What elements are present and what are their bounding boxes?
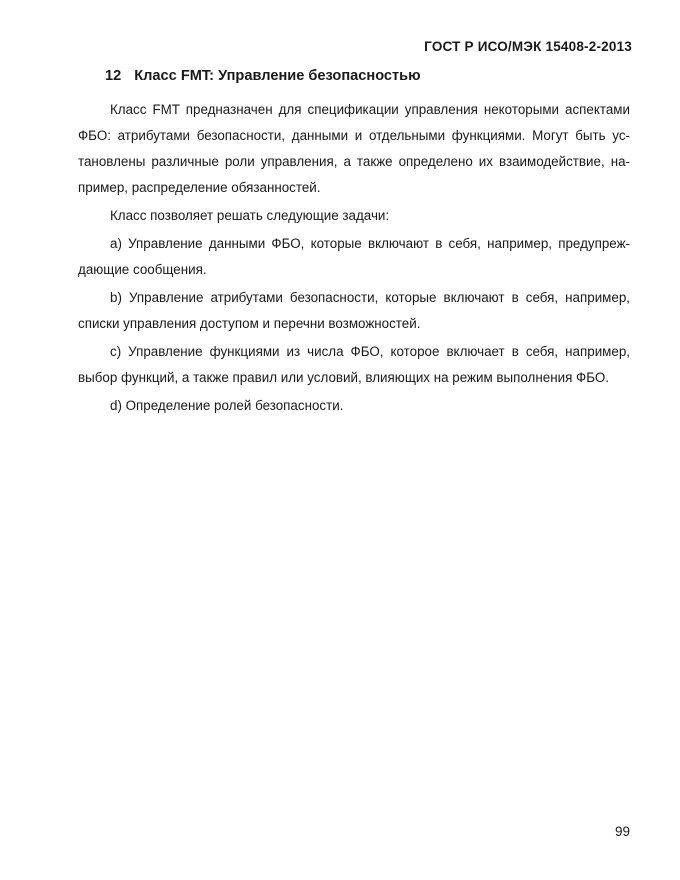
- text-line: списки управления доступом и перечни возможностей.: [78, 316, 421, 331]
- text-line: Класс позволяет решать следующие задачи:: [110, 208, 390, 223]
- paragraph: [78, 97, 630, 201]
- text-line: d) Определение ролей безопасности.: [110, 398, 344, 413]
- section-number: 12: [105, 68, 122, 84]
- text-line: тановлены различные роли управления, а также определено их взаимодействие, на-: [78, 154, 630, 169]
- document-body: [78, 97, 630, 419]
- page-number: 99: [614, 824, 630, 839]
- paragraph: [78, 393, 630, 419]
- paragraph: [78, 339, 630, 391]
- text-line: выбор функций, а также правил или условий, влияющих на режим выполнения ФБО.: [78, 370, 609, 385]
- text-line: a) Управление данными ФБО, которые включают в себя, например, предупреж-: [110, 236, 630, 251]
- text-line: ФБО: атрибутами безопасности, данными и отдельными функциями. Могут быть ус-: [78, 128, 630, 143]
- text-line: Класс FMT предназначен для спецификации управления некоторыми аспектами: [110, 102, 630, 117]
- paragraph: [78, 231, 630, 283]
- running-header: ГОСТ Р ИСО/МЭК 15408-2-2013: [424, 39, 632, 54]
- section-heading: [105, 66, 421, 86]
- text-line: b) Управление атрибутами безопасности, которые включают в себя, например,: [110, 290, 630, 305]
- text-line: дающие сообщения.: [78, 262, 207, 277]
- paragraph: [78, 285, 630, 337]
- paragraph: [78, 203, 630, 229]
- text-line: пример, распределение обязанностей.: [78, 180, 321, 195]
- section-title: Класс FMT: Управление безопасностью: [134, 68, 421, 84]
- text-line: c) Управление функциями из числа ФБО, которое включает в себя, например,: [110, 344, 630, 359]
